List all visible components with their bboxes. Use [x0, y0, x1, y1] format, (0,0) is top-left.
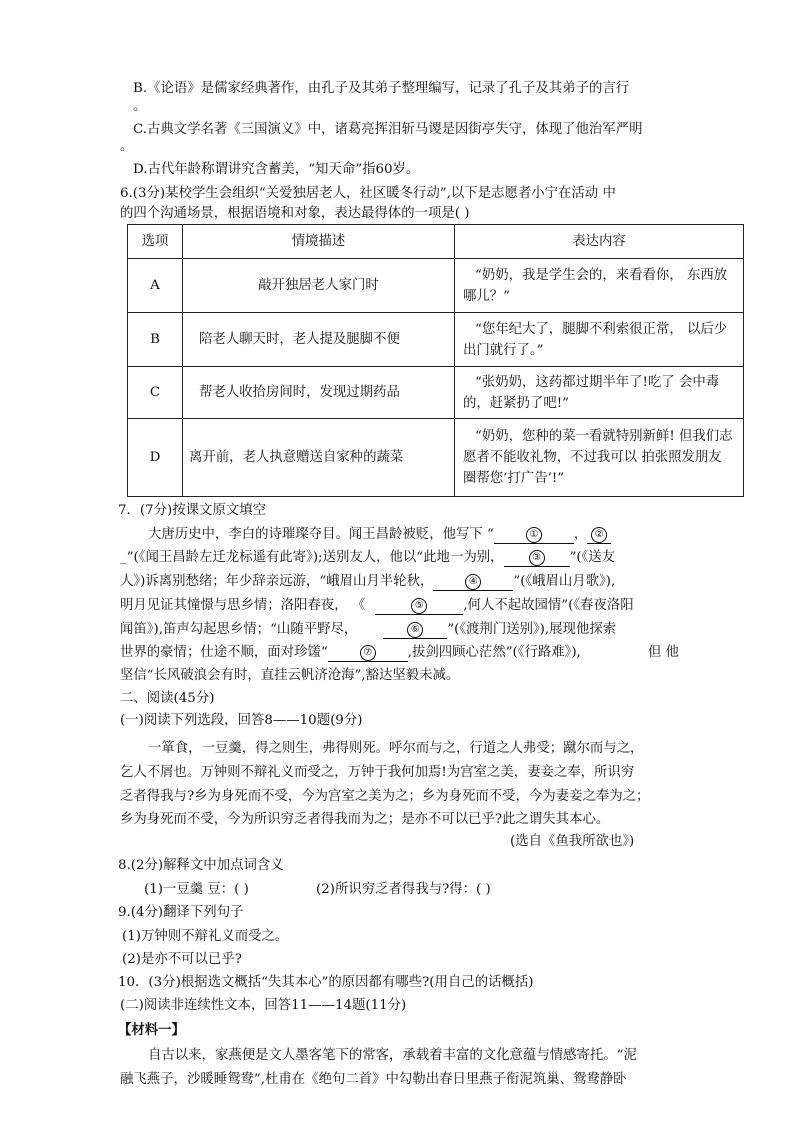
scene-cell: 陪老人聊天时，老人提及腿脚不便 — [183, 313, 455, 367]
q7-line6-text: 世界的豪情；仕途不顺，面对珍馐“ — [120, 645, 328, 660]
q7-line6-tail: ,拔剑四顾心茫然”(《行路难》), — [407, 645, 581, 660]
q7-line7: 坚信“长风破浪会有时，直挂云帆济沧海”,豁达坚毅未减。 — [120, 668, 460, 683]
q7-line5-tail: ”(《渡荆门送别》),展现他探索 — [447, 622, 617, 637]
q8-item1: (1)一豆羹 豆：( ) — [144, 882, 249, 897]
q9-stem: 9.(4分)翻译下列句子 — [118, 905, 244, 920]
q5-option-c-line2: 。 — [120, 139, 134, 154]
scene-cell: 离开前，老人执意赠送自家种的蔬菜 — [183, 419, 455, 497]
q7-line3-tail: ”(《峨眉山月歌》), — [513, 574, 616, 589]
passage-line3: 乏者得我与?乡为身死而不受，今为宫室之美为之；乡为身死而不受，今为妻妾之奉为之； — [120, 789, 650, 804]
passage-source: (选自《鱼我所欲也》) — [510, 834, 635, 849]
q7-line3-text: 人》)诉离别愁绪；年少辞亲远游，“峨眉山月半轮秋， — [120, 574, 434, 589]
blank-7[interactable] — [328, 645, 408, 662]
reading-part2: (二)阅读非连续性文本，回答11——14题(11分) — [120, 998, 407, 1013]
blank-number: ① — [526, 527, 542, 543]
option-letter: D — [128, 419, 183, 497]
q7-line3 — [120, 572, 615, 592]
q7-line4-tail: ,何人不起故园情”(《春夜洛阳 — [463, 598, 634, 613]
q5-option-b-line2: 。 — [133, 99, 147, 114]
q8-item2: (2)所识穷乏者得我与?得：( ) — [316, 882, 491, 897]
passage-line4: 乡为身死而不受，今为所识穷乏者得我而为之；是亦不可以已乎?此之谓失其本心。 — [120, 812, 610, 827]
q7-line4 — [120, 596, 634, 616]
q9-item2: (2)是亦不可以已乎? — [122, 952, 242, 967]
q7-line2 — [120, 548, 615, 568]
q8-stem: 8.(2分)解释文中加点词含义 — [118, 858, 284, 873]
q7-line6-end: 但 他 — [648, 645, 680, 660]
scene-cell: 敲开独居老人家门时 — [183, 259, 455, 313]
q10-stem: 10．(3分)根据选文概括“失其本心”的原因都有哪些?(用自己的话概括) — [118, 975, 534, 990]
q9-item1: (1)万钟则不辩礼义而受之。 — [122, 929, 289, 944]
blank-4[interactable] — [433, 574, 513, 591]
blank-1[interactable] — [494, 527, 574, 544]
expression-cell: “您年纪大了，腿脚不利索很正常， 以后少出门就行了。” — [455, 313, 744, 367]
q7-line2-text: _”(《闻王昌龄左迁龙标遥有此寄》);送别友人，他以“此地一为别， — [120, 550, 504, 565]
q7-line5-text: 闻笛》),笛声勾起思乡情；“山随平野尽， — [120, 622, 358, 637]
q5-option-d: D.古代年龄称谓讲究含蓄美，“知天命”指60岁。 — [133, 162, 420, 177]
q6-stem-line2: 的四个沟通场景，根据语境和对象，表达最得体的一项是( ) — [120, 206, 470, 221]
option-letter: A — [128, 259, 183, 313]
expression-cell: “张奶奶，这药都过期半年了!吃了 会中毒的，赶紧扔了吧!” — [455, 367, 744, 419]
blank-number: ⑤ — [411, 598, 427, 614]
table-row — [128, 259, 744, 313]
table-row — [128, 419, 744, 497]
option-letter: C — [128, 367, 183, 419]
q5-option-b-line1: B.《论语》是儒家经典著作，由孔子及其弟子整理编写，记录了孔子及其弟子的言行 — [133, 81, 630, 96]
blank-6[interactable] — [383, 622, 447, 639]
scene-cell: 帮老人收拾房间时，发现过期药品 — [183, 367, 455, 419]
q7-line2-tail: ”(《送友 — [569, 550, 616, 565]
blank-number: ③ — [529, 550, 545, 566]
material-1-line1: 自古以来，家燕便是文人墨客笔下的常客，承载着丰富的文化意蕴与情感寄托。“泥 — [148, 1048, 637, 1063]
blank-number: ④ — [465, 574, 481, 590]
blank-number: ⑦ — [360, 645, 376, 661]
option-letter: B — [128, 313, 183, 367]
header-scene: 情境描述 — [183, 225, 455, 259]
q6-stem-line1: 6.(3分)某校学生会组织“关爱独居老人，社区暖冬行动”,以下是志愿者小宁在活动 中 — [120, 186, 616, 201]
passage-line1: 一箪食，一豆羹，得之则生，弗得则死。呼尔而与之，行道之人弗受；蹴尔而与之， — [148, 741, 644, 756]
blank-number: ⑥ — [407, 622, 423, 638]
expression-cell: “奶奶，我是学生会的，来看看你， 东西放哪儿？” — [455, 259, 744, 313]
blank-number: ② — [591, 527, 607, 543]
q7-line4-text: 明月见证其憧憬与思乡情；洛阳春夜， 《 — [120, 598, 366, 613]
q7-line1-text: 大唐历史中，李白的诗璀璨夺目。闻王昌龄被贬，他写下 “ — [148, 527, 494, 542]
material-1-line2: 融飞燕子，沙暖睡鸳鸯”,杜甫在《绝句二首》中勾勒出春日里燕子衔泥筑巢、鸳鸯静卧 — [120, 1072, 627, 1087]
blank-2[interactable] — [587, 527, 611, 544]
table-row — [128, 367, 744, 419]
q7-title: 7．(7分)按课文原文填空 — [118, 503, 267, 518]
expression-cell: “奶奶，您种的菜一看就特别新鲜! 但我们志愿者不能收礼物，不过我可以 拍张照发朋友圈帮您‘打广告’!” — [455, 419, 744, 497]
q5-option-c-line1: C.古典文学名著《三国演义》中，诸葛亮挥泪斩马谡是因街亭失守，体现了他治军严明 — [133, 122, 643, 137]
passage-line2: 乞人不屑也。万钟则不辩礼义而受之，万钟于我何加焉!为宫室之美，妻妾之奉，所识穷 — [120, 765, 635, 780]
material-1-heading: 【材料一】 — [118, 1022, 185, 1038]
blank-3[interactable] — [504, 550, 570, 567]
q7-line6 — [120, 643, 581, 663]
section-reading: 二、阅读(45分) — [120, 691, 215, 706]
blank-5[interactable] — [375, 598, 463, 615]
reading-part1: (一)阅读下列选段，回答8——10题(9分) — [120, 713, 363, 728]
table-header-row — [128, 225, 744, 259]
table-row — [128, 313, 744, 367]
header-expression: 表达内容 — [455, 225, 744, 259]
q6-options-table — [127, 224, 744, 497]
header-option: 选项 — [128, 225, 183, 259]
q7-comma: ， — [573, 527, 588, 542]
q7-line1 — [148, 525, 611, 545]
q7-line5 — [120, 620, 616, 640]
